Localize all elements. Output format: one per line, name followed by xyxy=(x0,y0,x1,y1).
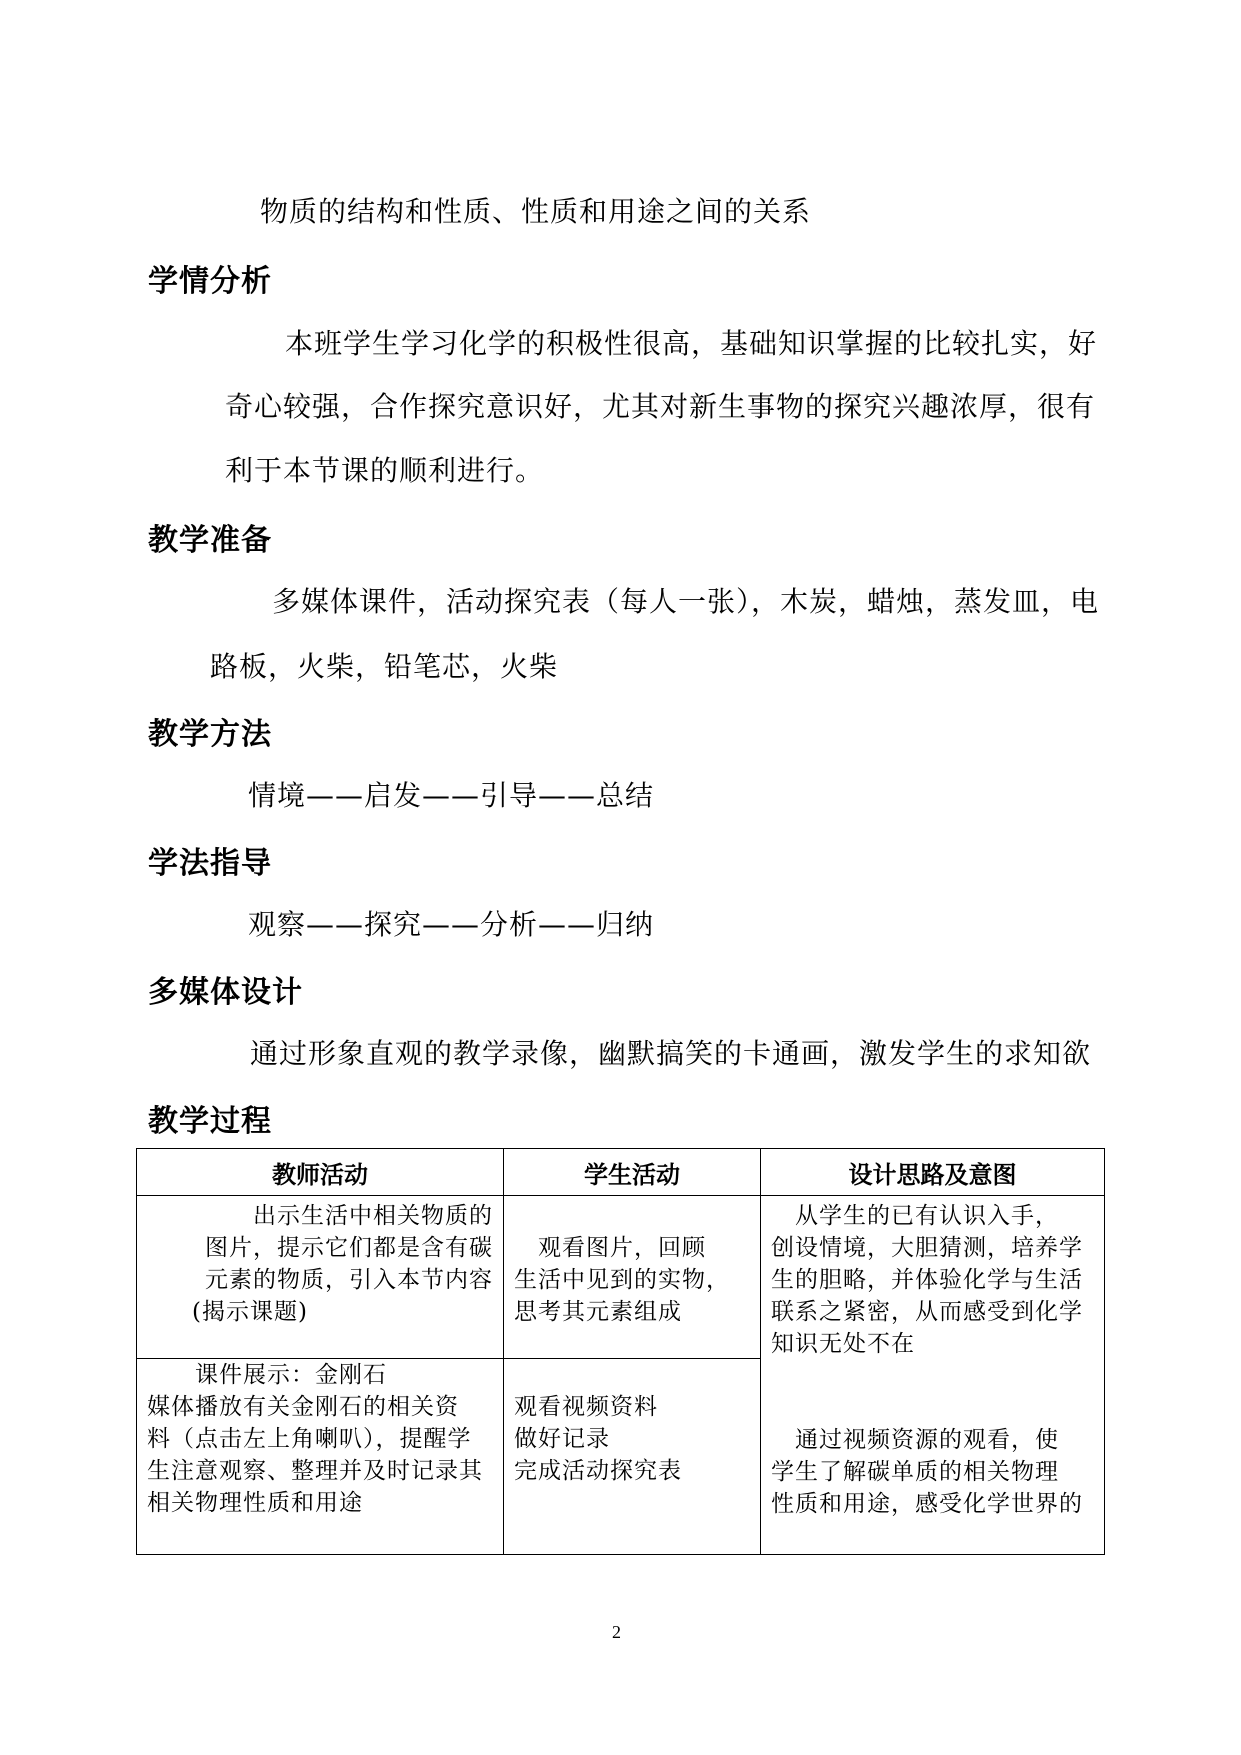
table-header-row xyxy=(137,1149,1105,1196)
header-intent: 设计思路及意图 xyxy=(761,1149,1105,1196)
row2-student-line: 观看视频资料 xyxy=(514,1394,658,1420)
situation-line-2: 奇心较强，合作探究意识好，尤其对新生事物的探究兴趣浓厚，很有 xyxy=(225,390,1096,423)
intent-line: 性质和用途，感受化学世界的 xyxy=(771,1491,1083,1517)
row2-student-line: 完成活动探究表 xyxy=(514,1458,682,1484)
row2-teacher-line: 生注意观察、整理并及时记录其 xyxy=(147,1458,483,1484)
situation-line-3: 利于本节课的顺利进行。 xyxy=(225,454,545,487)
row1-teacher-line: (揭示课题) xyxy=(192,1299,308,1325)
intent-line: 知识无处不在 xyxy=(771,1331,915,1357)
row2-teacher-line: 料（点击左上角喇叭），提醒学 xyxy=(147,1426,472,1452)
table-row xyxy=(137,1196,1105,1359)
preparation-line-1: 多媒体课件，活动探究表（每人一张），木炭，蜡烛，蒸发皿，电 xyxy=(272,585,1100,618)
intent-line: 从学生的已有认识入手， xyxy=(771,1203,1059,1229)
intent-line: 创设情境，大胆猜测，培养学 xyxy=(771,1235,1083,1261)
guidance-text: 观察——探究——分析——归纳 xyxy=(248,908,655,941)
situation-line-1: 本班学生学习化学的积极性很高，基础知识掌握的比较扎实，好 xyxy=(285,327,1098,360)
intent-line: 学生了解碳单质的相关物理 xyxy=(771,1459,1059,1485)
row2-student-cell xyxy=(504,1359,761,1555)
header-student: 学生活动 xyxy=(504,1149,761,1196)
header-teacher: 教师活动 xyxy=(137,1149,504,1196)
heading-multimedia: 多媒体设计 xyxy=(148,975,303,1010)
row1-student-line: 生活中见到的实物， xyxy=(514,1267,730,1293)
teaching-process-table xyxy=(136,1148,1105,1555)
row1-student-cell xyxy=(504,1196,761,1359)
intent-line: 生的胆略，并体验化学与生活 xyxy=(771,1267,1083,1293)
page-number: 2 xyxy=(612,1622,621,1642)
intent-line: 通过视频资源的观看，使 xyxy=(771,1427,1059,1453)
heading-process: 教学过程 xyxy=(148,1104,272,1139)
row2-teacher-line: 相关物理性质和用途 xyxy=(147,1490,363,1516)
continued-line: 物质的结构和性质、性质和用途之间的关系 xyxy=(260,195,812,228)
row1-student-line: 观看图片，回顾 xyxy=(514,1235,706,1261)
row2-teacher-cell xyxy=(137,1359,504,1555)
row2-student-line: 做好记录 xyxy=(514,1426,610,1452)
method-text: 情境——启发——引导——总结 xyxy=(248,779,655,812)
row1-teacher-cell xyxy=(137,1196,504,1359)
intent-line: 联系之紧密，从而感受到化学 xyxy=(771,1299,1083,1325)
row1-teacher-line: 元素的物质，引入本节内容 xyxy=(205,1267,493,1293)
row1-student-line: 思考其元素组成 xyxy=(514,1299,682,1325)
heading-guidance: 学法指导 xyxy=(148,846,272,881)
heading-method: 教学方法 xyxy=(148,717,272,752)
heading-situation: 学情分析 xyxy=(148,264,272,299)
row2-teacher-line: 课件展示：金刚石 xyxy=(147,1362,387,1388)
row2-teacher-line: 媒体播放有关金刚石的相关资 xyxy=(147,1394,459,1420)
preparation-line-2: 路板，火柴，铅笔芯，火柴 xyxy=(210,650,559,683)
multimedia-text: 通过形象直观的教学录像，幽默搞笑的卡通画，激发学生的求知欲 xyxy=(250,1037,1092,1070)
intent-cell xyxy=(761,1196,1105,1555)
row1-teacher-line: 出示生活中相关物质的 xyxy=(205,1203,493,1229)
heading-preparation: 教学准备 xyxy=(148,523,272,558)
row1-teacher-line: 图片，提示它们都是含有碳 xyxy=(205,1235,493,1261)
